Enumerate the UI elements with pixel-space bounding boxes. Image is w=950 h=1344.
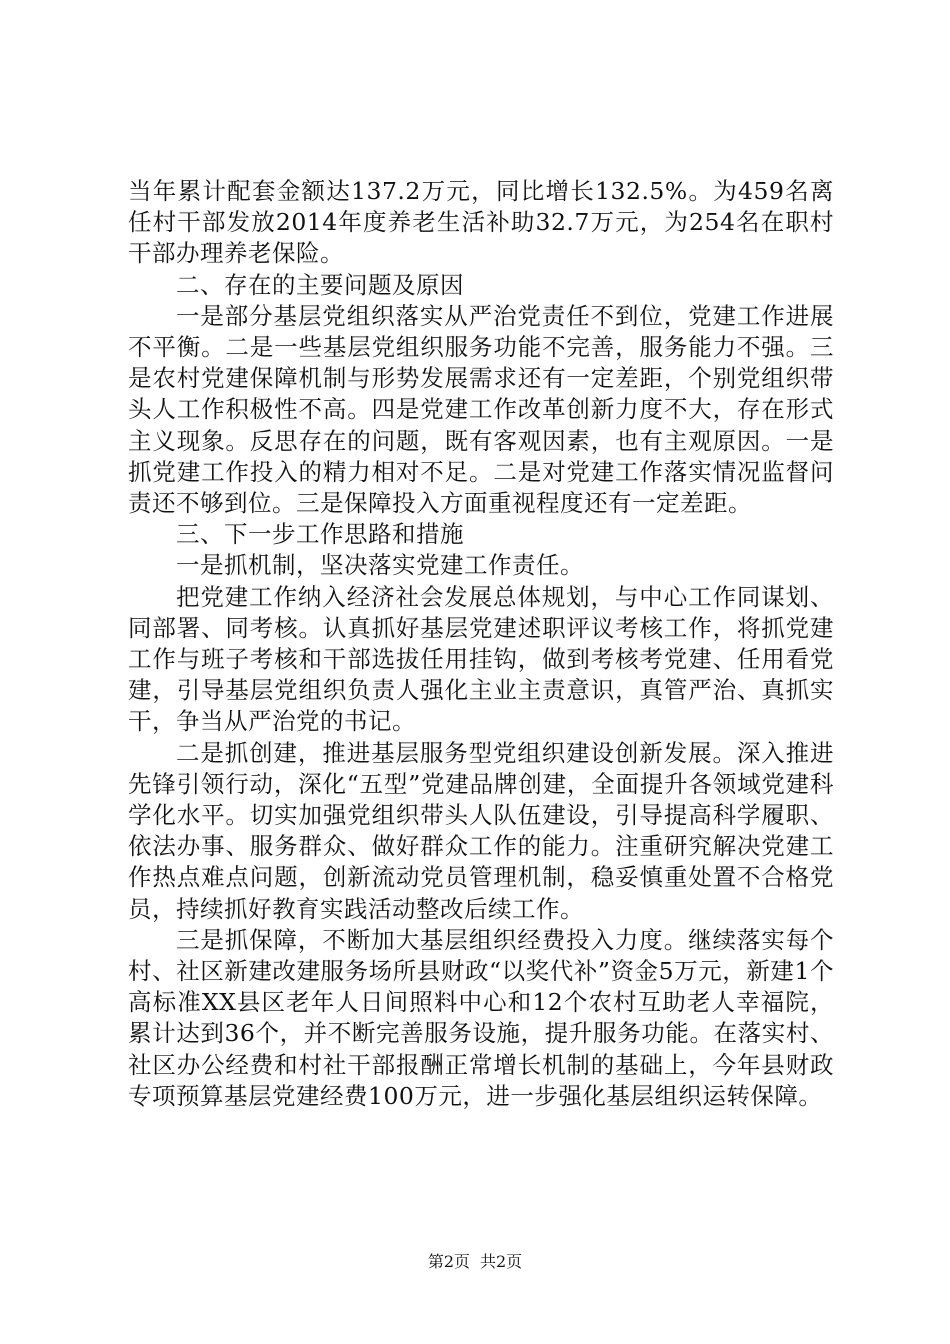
page-total: 共2页: [480, 1252, 523, 1271]
paragraph-mechanism: 把党建工作纳入经济社会发展总体规划，与中心工作同谋划、同部署、同考核。认真抓好基层党建述职评议考核工作，将抓党建工作与班子考核和干部选拔任用挂钩，做到考核考党建、任用看党建，引导基层党组织负责人强化主业主责意识，真管严治、真抓实干，争当从严治党的书记。: [128, 582, 834, 736]
subheading-mechanism: 一是抓机制，坚决落实党建工作责任。: [176, 551, 584, 580]
paragraph-guarantee: 三是抓保障，不断加大基层组织经费投入力度。继续落实每个村、社区新建改建服务场所县财政“以奖代补”资金5万元，新建1个高标准XX县区老年人日间照料中心和12个农村互助老人幸福院，累计达到36个，并不断完善服务设施，提升服务功能。在落实村、社区办公经费和村社干部报酬正常增长机制的基础上，今年县财政专项预算基层党建经费100万元，进一步强化基层组织运转保障。: [128, 925, 834, 1110]
page-number: 第2页: [427, 1252, 470, 1271]
paragraph-creation: 二是抓创建，推进基层服务型党组织建设创新发展。深入推进先锋引领行动，深化“五型”党建品牌创建，全面提升各领域党建科学化水平。切实加强党组织带头人队伍建设，引导提高科学履职、依法办事、服务群众、做好群众工作的能力。注重研究解决党建工作热点难点问题，创新流动党员管理机制，稳妥慎重处置不合格党员，持续抓好教育实践活动整改后续工作。: [128, 738, 834, 923]
section-heading-next-steps: 三、下一步工作思路和措施: [176, 520, 464, 549]
section-heading-problems: 二、存在的主要问题及原因: [176, 270, 464, 299]
document-body: [128, 176, 834, 1112]
paragraph-funding-summary: 当年累计配套金额达137.2万元，同比增长132.5%。为459名离任村干部发放2014年度养老生活补助32.7万元，为254名在职村干部办理养老保险。: [128, 177, 834, 268]
paragraph-problems: 一是部分基层党组织落实从严治党责任不到位，党建工作进展不平衡。二是一些基层党组织服务功能不完善，服务能力不强。三是农村党建保障机制与形势发展需求还有一定差距，个别党组织带头人工作积极性不高。四是党建工作改革创新力度不大，存在形式主义现象。反思存在的问题，既有客观因素，也有主观原因。一是抓党建工作投入的精力相对不足。二是对党建工作落实情况监督问责还不够到位。三是保障投入方面重视程度还有一定差距。: [128, 301, 834, 518]
page-footer: [0, 1252, 950, 1272]
